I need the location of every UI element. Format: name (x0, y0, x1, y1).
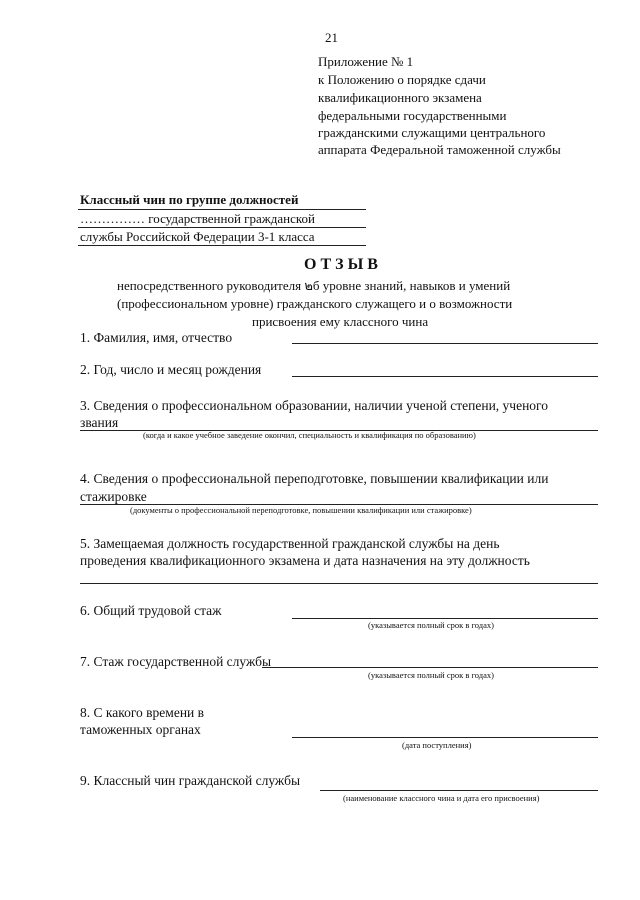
item-5-field[interactable] (80, 583, 598, 584)
review-subtitle-3: присвоения ему классного чина (252, 314, 429, 329)
rank-underline-3 (78, 245, 366, 246)
item-4-label-1: 4. Сведения о профессиональной переподготовке, повышении квалификации или (80, 471, 549, 486)
rank-line-3: службы Российской Федерации 3-1 класса (80, 229, 315, 244)
item-8-label-2: таможенных органах (80, 722, 201, 737)
rank-underline-2 (78, 227, 366, 228)
item-6-label: 6. Общий трудовой стаж (80, 603, 222, 618)
appendix-line-3: квалификационного экзамена (318, 90, 482, 105)
page-number: 21 (325, 30, 338, 45)
item-5-label-1: 5. Замещаемая должность государственной гражданской службы на день (80, 536, 500, 551)
rank-underline-1 (78, 209, 366, 210)
item-8-label-1: 8. С какого времени в (80, 705, 205, 720)
item-9-label: 9. Классный чин гражданской службы (80, 773, 301, 788)
appendix-line-2: к Положению о порядке сдачи (318, 72, 486, 87)
appendix-line-1: Приложение № 1 (318, 54, 414, 69)
rank-line-2: …………… государственной гражданской (80, 211, 315, 226)
item-5-label-2: проведения квалификационного экзамена и дата назначения на эту должность (80, 553, 530, 568)
review-subtitle-2: (профессиональном уровне) гражданского служащего и о возможности (117, 296, 513, 311)
item-7-field[interactable] (262, 667, 598, 668)
review-title: О Т З Ы В (304, 256, 378, 273)
item-8-caption: (дата поступления) (402, 740, 472, 750)
item-9-field[interactable] (320, 790, 598, 791)
item-3-caption: (когда и какое учебное заведение окончил, специальность и квалификация по образованию) (143, 430, 476, 440)
item-7-label: 7. Стаж государственной службы (80, 654, 272, 669)
appendix-line-5: гражданскими служащими центрального (318, 125, 546, 140)
item-7-caption: (указывается полный срок в годах) (368, 670, 494, 680)
item-1-label: 1. Фамилия, имя, отчество (80, 330, 233, 345)
item-3-label-2: звания (80, 415, 119, 430)
item-4-label-2: стажировке (80, 489, 147, 504)
item-2-field[interactable] (292, 376, 598, 377)
appendix-line-6: аппарата Федеральной таможенной службы (318, 142, 561, 157)
item-2-label: 2. Год, число и месяц рождения (80, 362, 262, 377)
rank-title: Классный чин по группе должностей (80, 192, 299, 207)
item-6-caption: (указывается полный срок в годах) (368, 620, 494, 630)
appendix-line-4: федеральными государственными (318, 108, 507, 123)
review-subtitle-1: непосредственного руководителя ๒б уровне знаний, навыков и умений (117, 278, 511, 293)
item-8-field[interactable] (292, 737, 598, 738)
item-4-caption: (документы о профессиональной переподготовке, повышении квалификации или стажировке) (130, 505, 472, 515)
item-1-field[interactable] (292, 343, 598, 344)
item-9-caption: (наименование классного чина и дата его присвоения) (343, 793, 540, 803)
item-3-label-1: 3. Сведения о профессиональном образовании, наличии ученой степени, ученого (80, 398, 549, 413)
item-6-field[interactable] (292, 618, 598, 619)
